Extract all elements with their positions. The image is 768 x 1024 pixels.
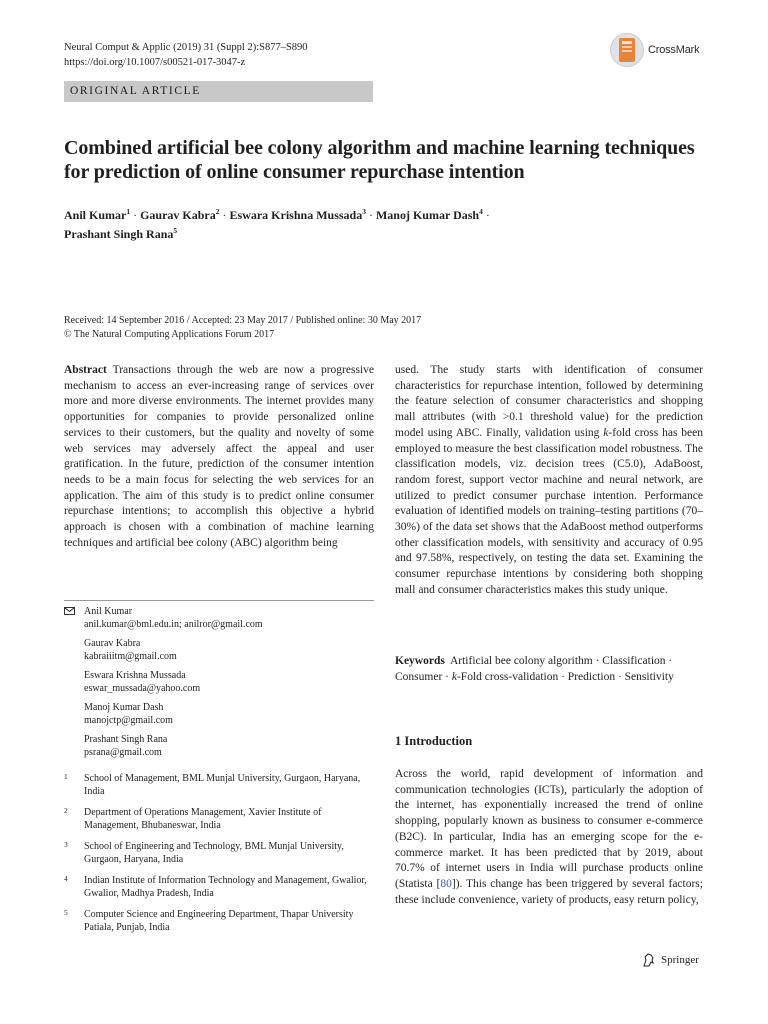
contact-name: Eswara Krishna Mussada [84,670,186,681]
springer-horse-icon [641,952,657,968]
keywords-text-cont: -Fold cross-validation · Prediction · Sensitivity [456,670,674,683]
publisher-footer [641,952,699,968]
intro-paragraph: Across the world, rapid development of information and communication technologies (ICTs), particularly the adoption of the internet, has exponentially increased the trend of online shopping, popularly known as business to consumer e-commerce (B2C). In particular, India has an emerging scope for the e-commerce market. It has been predicted that by 2019, about 70.7% of internet users in India will purchase products online (Statista [ [395,768,703,890]
author-affiliation-ref: 4 [479,207,483,216]
introduction-text [395,767,703,908]
contact-name: Anil Kumar [84,606,133,617]
affiliation-text: School of Engineering and Technology, BML Munjal University, Gurgaon, Haryana, India [84,841,344,865]
crossmark-icon [610,33,644,67]
affiliation-item [64,908,374,934]
affiliation-item [64,772,374,798]
article-type-banner: ORIGINAL ARTICLE [64,81,373,102]
author-affiliation-ref: 2 [215,207,220,216]
keywords-label: Keywords [395,655,445,667]
abstract-italic-k: k [603,426,609,439]
abstract-label: Abstract [64,364,107,376]
contact-email[interactable]: eswar_mussada@yahoo.com [84,683,201,694]
author-affiliation-ref: 5 [173,226,178,235]
publisher-name: Springer [661,954,699,966]
author-separator: · [219,208,230,222]
keywords-block [395,654,705,685]
affiliation-number: 5 [64,908,68,917]
copyright-line: © The Natural Computing Applications Forum 2017 [64,329,275,340]
contact-email[interactable]: kabraiiitm@gmail.com [84,651,177,662]
intro-paragraph-cont: ]). This change has been triggered by several factors; these include convenience, variety of products, easy return policy, [395,877,703,906]
contact-name: Manoj Kumar Dash [84,702,164,713]
section-heading-introduction: 1 Introduction [395,734,473,748]
contact-name: Gaurav Kabra [84,638,141,649]
author-affiliation-ref: 3 [362,207,366,216]
journal-info [64,40,308,70]
contact-entry [64,669,374,695]
affiliation-item [64,874,374,900]
affiliation-number: 4 [64,874,68,883]
keywords-italic-k: k [451,670,457,683]
abstract-text-cont2: -fold cross has been employed to measure the best classification model robustness. The classification models, viz. decision trees (C5.0), AdaBoost, random forest, support vector machine and neural network, are utilized to predict consumer purchase intention. Performance evaluation of identified models on training–testing partitions (70–30%) of the data set shows that the AdaBoost method outperforms other classification models, with sensitivity and accuracy of 0.95 and 97.58%, respectively, on testing the data set. Examining the consumer repurchase intentions by considering both shopping mall and consumer characteristics makes this study unique. [395,426,703,596]
affiliation-item [64,840,374,866]
affiliation-text: Department of Operations Management, Xavier Institute of Management, Bhubaneswar, India [84,807,322,831]
abstract-left [64,363,374,551]
affiliation-list [64,772,374,942]
affiliation-text: Computer Science and Engineering Department, Thapar University Patiala, Punjab, India [84,909,354,933]
abstract-text: Transactions through the web are now a progressive mechanism to access an ever-increasing range of services over more and more diverse environments. The internet provides many opportunities for companies to provide personalized online services to their customers, but the quality and novelty of some web services may adversely affect the appeal and user gratification. In the future, prediction of the consumer intention needs to be a main focus for selecting the web services for an application. The aim of this study is to predict online consumer repurchase intentions; to accomplish this objective a hybrid approach is chosen with a combination of machine learning techniques and artificial bee colony (ABC) algorithm being [64,364,374,549]
crossmark-badge[interactable] [610,32,714,68]
contact-email[interactable]: manojctp@gmail.com [84,715,173,726]
author-list [64,204,714,242]
affiliation-text: Indian Institute of Information Technology and Management, Gwalior, Gwalior, Madhya Pradesh, India [84,875,367,899]
contact-email[interactable]: anil.kumar@bml.edu.in; anilror@gmail.com [84,619,263,630]
received-accepted-dates: Received: 14 September 2016 / Accepted: 23 May 2017 / Published online: 30 May 2017 [64,315,422,326]
affiliation-text: School of Management, BML Munjal University, Gurgaon, Haryana, India [84,773,361,797]
envelope-icon [64,607,75,615]
doi-link[interactable]: https://doi.org/10.1007/s00521-017-3047-z [64,57,246,68]
contact-entry [64,605,374,631]
corresponding-contacts [64,600,374,765]
paper-title: Combined artificial bee colony algorithm and machine learning techniques for prediction of online consumer repurchase intention [64,137,695,183]
contact-email[interactable]: psrana@gmail.com [84,747,162,758]
author-separator: · [365,208,376,222]
author-name[interactable]: Eswara Krishna Mussada [229,208,363,222]
publication-dates [64,314,421,342]
abstract-text-cont: used. The study starts with identification of consumer characteristics for repurchase intention, followed by determining the feature selection of consumer characteristics and shopping mall attributes (with >0.1 threshold value) for the prediction model using ABC. Finally, validation using [395,364,703,439]
contact-entry [64,637,374,663]
author-separator: · [130,208,141,222]
citation-link[interactable]: 80 [440,877,452,890]
contact-name: Prashant Singh Rana [84,734,168,745]
author-separator: · [482,208,490,222]
affiliation-number: 2 [64,806,68,815]
crossmark-label: CrossMark [648,44,700,56]
journal-citation: Neural Comput & Applic (2019) 31 (Suppl 2):S877–S890 [64,42,308,53]
abstract-right [395,363,703,599]
author-name[interactable]: Anil Kumar [64,208,127,222]
author-name[interactable]: Manoj Kumar Dash [375,208,480,222]
affiliation-number: 3 [64,840,68,849]
affiliation-item [64,806,374,832]
author-name[interactable]: Gaurav Kabra [140,208,216,222]
contact-entry [64,701,374,727]
keywords-text: Artificial bee colony algorithm · Classification · Consumer · [395,655,673,683]
author-affiliation-ref: 1 [126,207,131,216]
affiliation-number: 1 [64,772,68,781]
contact-entry [64,733,374,759]
author-name[interactable]: Prashant Singh Rana [64,227,174,241]
